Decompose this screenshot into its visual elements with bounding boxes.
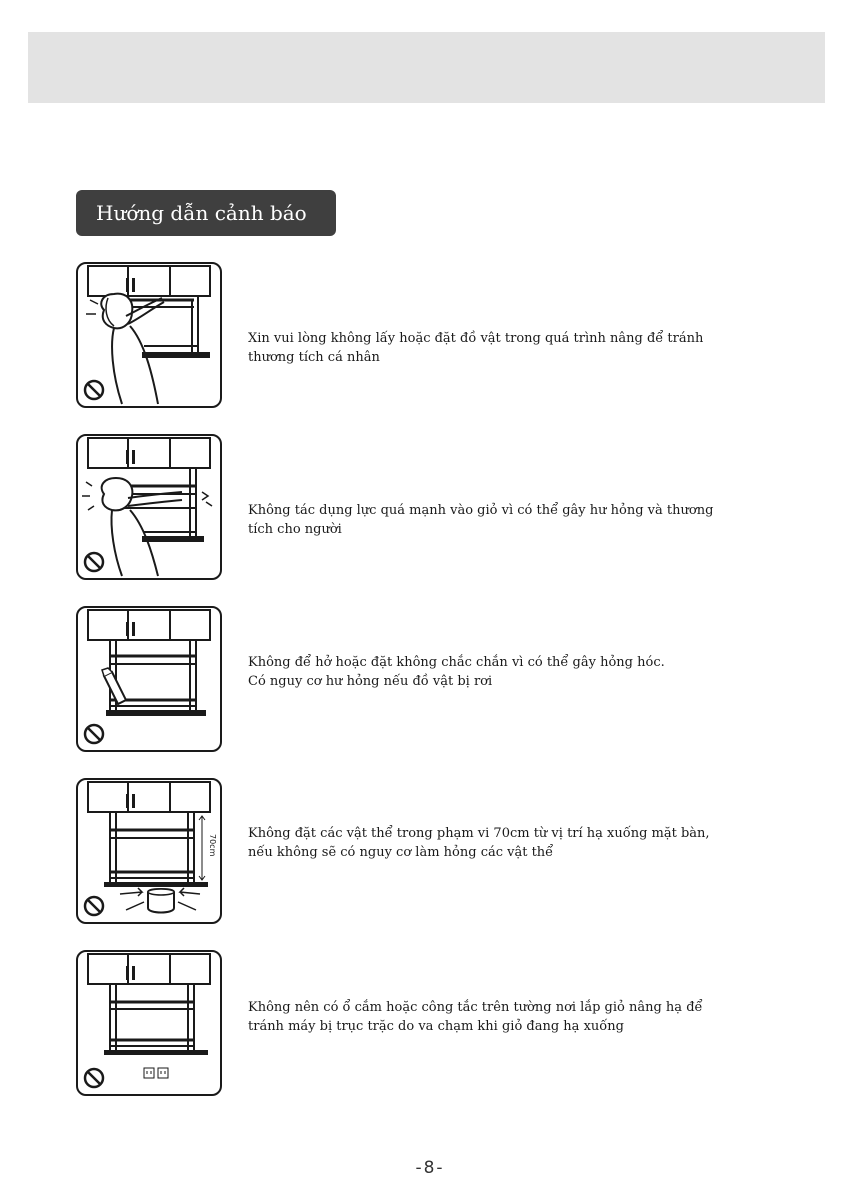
illustration-reaching-into-lift bbox=[76, 262, 222, 408]
warning-item-2 bbox=[76, 434, 776, 582]
warning-text-4 bbox=[248, 824, 768, 862]
warning-text-5 bbox=[248, 998, 768, 1036]
warning-text-3 bbox=[248, 653, 768, 691]
illustration-clearance-70cm bbox=[76, 778, 222, 924]
warning-item-4 bbox=[76, 778, 776, 926]
warning-line: Có nguy cơ hư hỏng nếu đồ vật bị rơi bbox=[248, 674, 493, 689]
warning-item-5 bbox=[76, 950, 776, 1098]
warning-line: Không nên có ổ cắm hoặc công tắc trên tường nơi lắp giỏ nâng hạ để bbox=[248, 1000, 703, 1015]
warning-line: tích cho người bbox=[248, 522, 342, 537]
warning-text-1 bbox=[248, 329, 768, 367]
warning-line: nếu không sẽ có nguy cơ làm hỏng các vật thể bbox=[248, 845, 554, 860]
warning-line: thương tích cá nhân bbox=[248, 350, 380, 365]
illustration-unstable-items bbox=[76, 606, 222, 752]
section-title: Hướng dẫn cảnh báo bbox=[76, 190, 336, 236]
warning-line: Không đặt các vật thể trong phạm vi 70cm từ vị trí hạ xuống mặt bàn, bbox=[248, 826, 710, 841]
header-band bbox=[28, 32, 825, 103]
warning-item-3 bbox=[76, 606, 776, 754]
warning-item-1 bbox=[76, 262, 776, 410]
warning-text-2 bbox=[248, 501, 768, 539]
illustration-excessive-force bbox=[76, 434, 222, 580]
warning-line: Xin vui lòng không lấy hoặc đặt đồ vật trong quá trình nâng để tránh bbox=[248, 331, 704, 346]
distance-label: 70cm bbox=[208, 834, 217, 857]
page-number: -8- bbox=[415, 1158, 445, 1178]
warning-line: Không tác dụng lực quá mạnh vào giỏ vì có thể gây hư hỏng và thương bbox=[248, 503, 714, 518]
warning-line: tránh máy bị trục trặc do va chạm khi giỏ đang hạ xuống bbox=[248, 1019, 624, 1034]
warning-line: Không để hở hoặc đặt không chắc chắn vì có thể gây hỏng hóc. bbox=[248, 655, 665, 670]
illustration-wall-socket bbox=[76, 950, 222, 1096]
